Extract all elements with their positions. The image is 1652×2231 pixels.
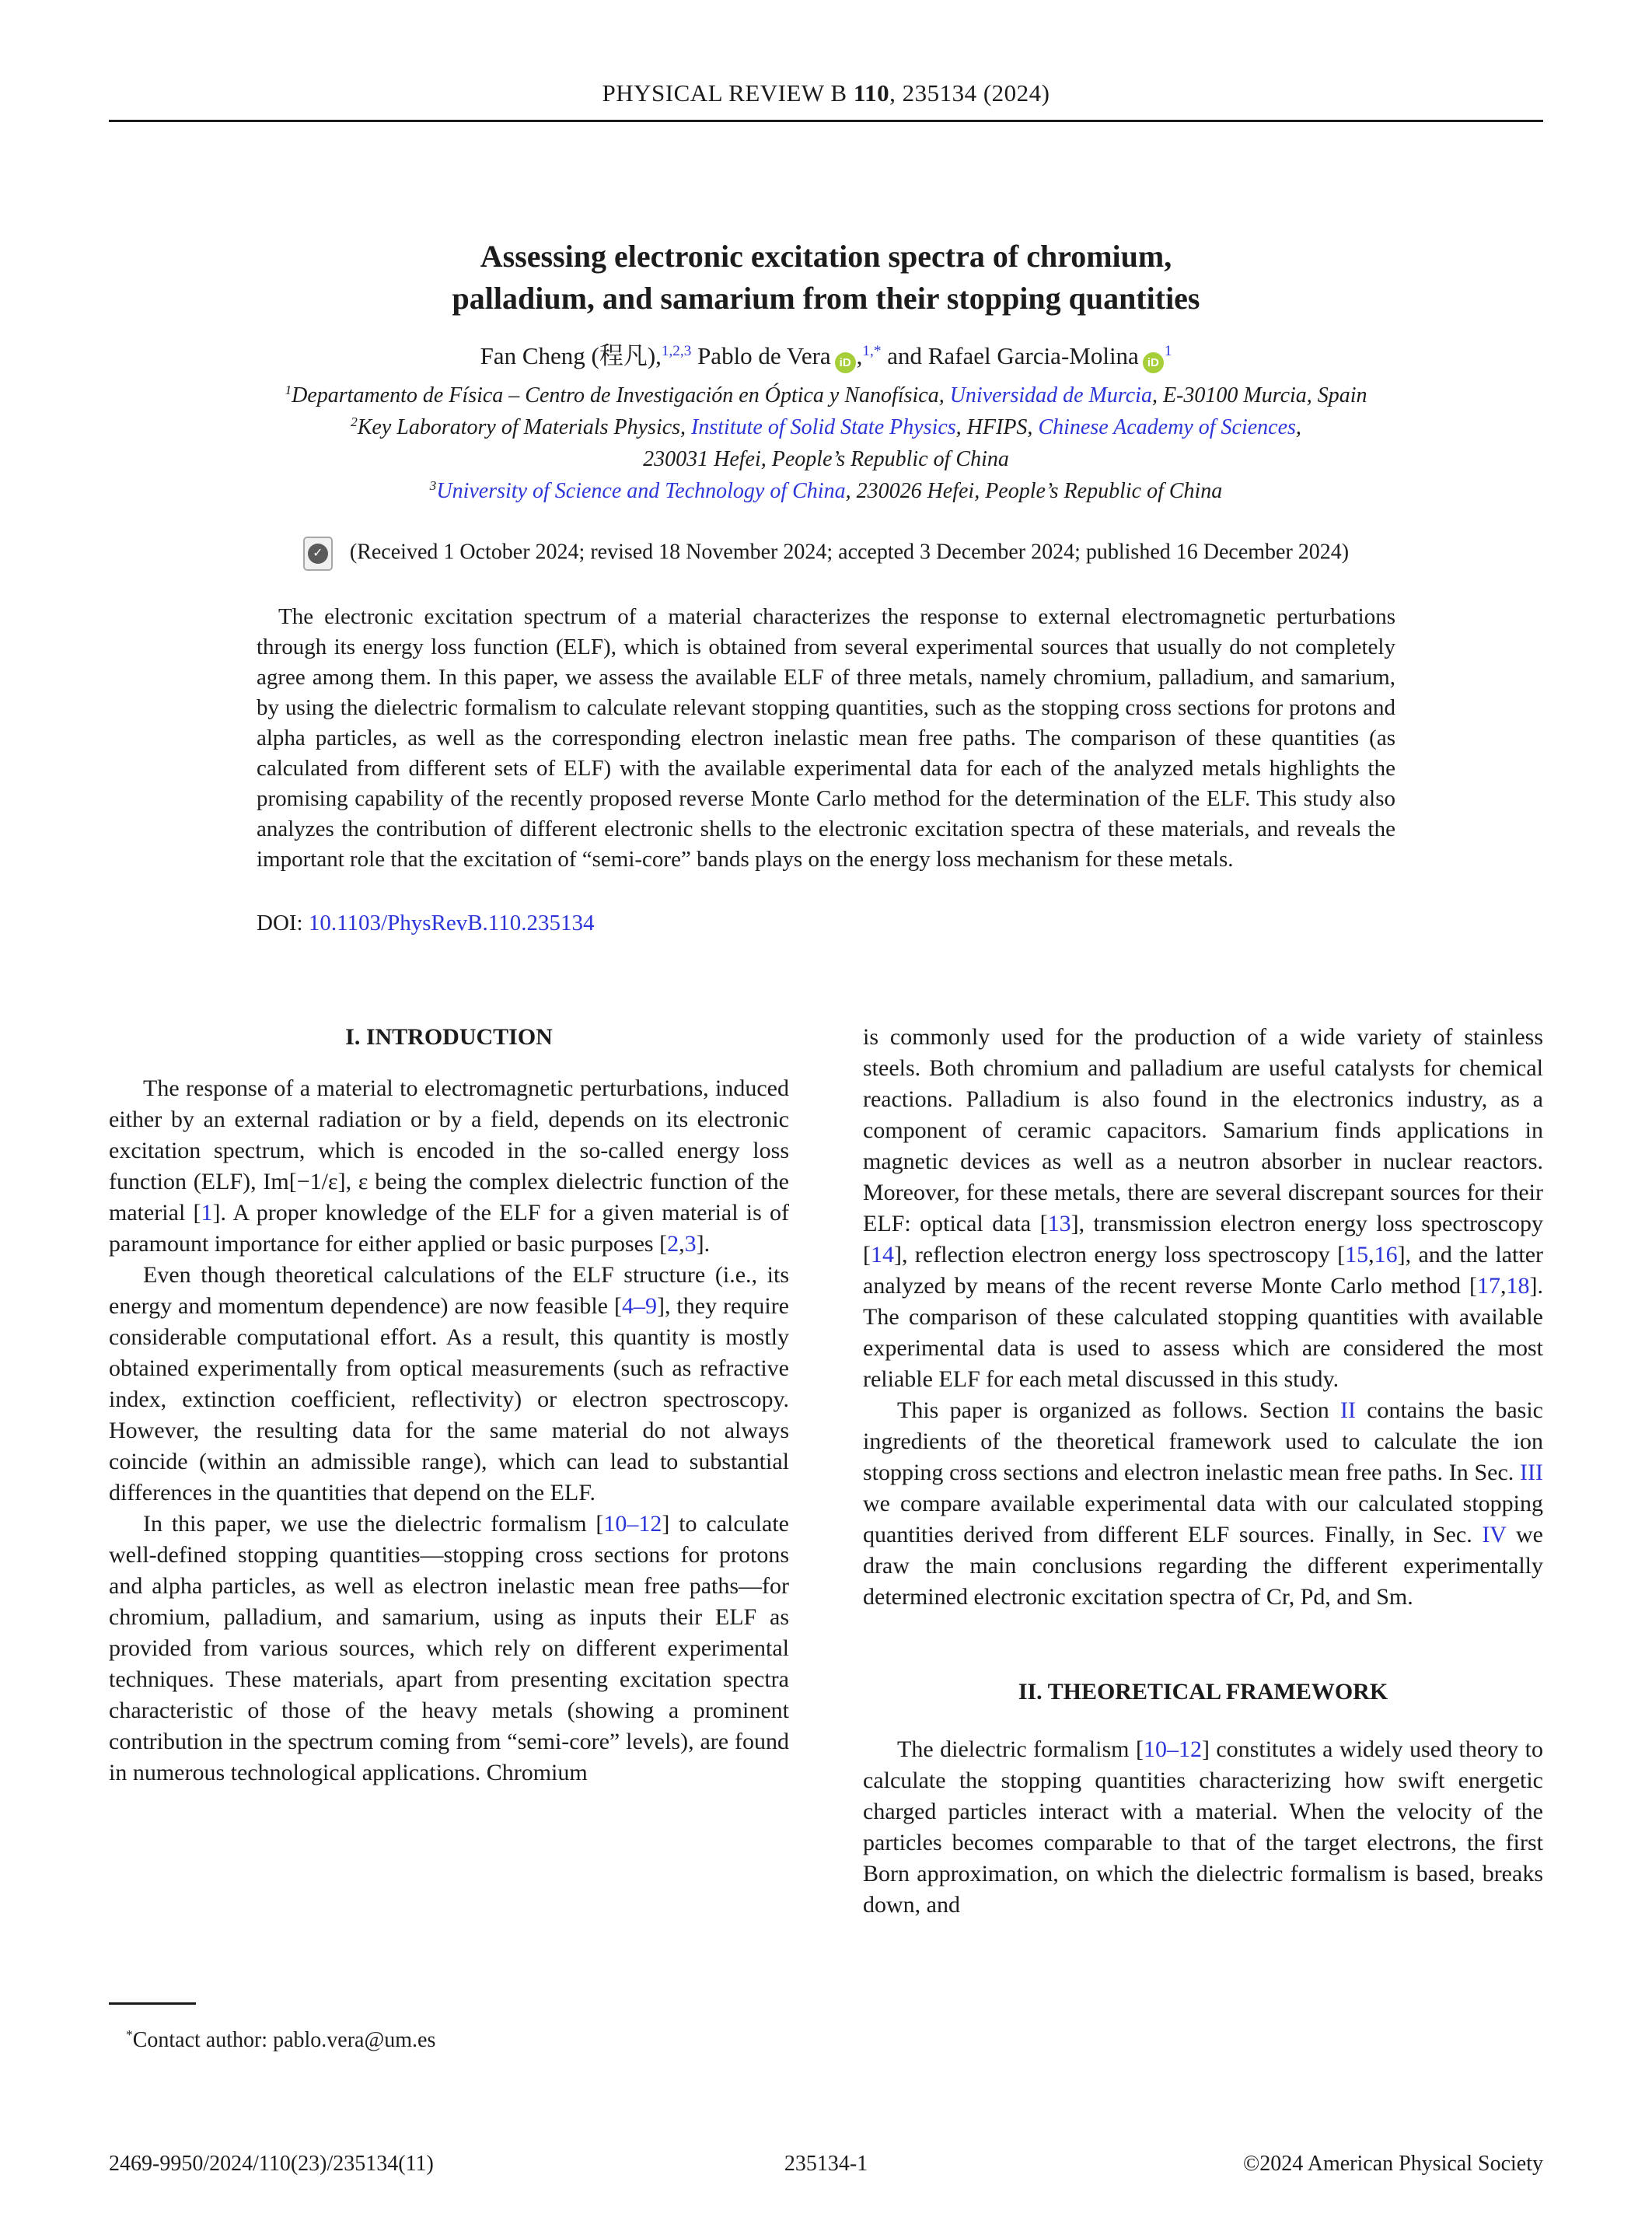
text-segment: The dielectric formalism [ xyxy=(897,1736,1144,1762)
text-segment: , xyxy=(1500,1273,1507,1299)
text-segment: , xyxy=(856,342,863,369)
ref-link[interactable]: 10–12 xyxy=(1143,1736,1202,1762)
ref-link[interactable]: 2 xyxy=(667,1231,679,1257)
text-segment: ], transmission electron energy loss spectroscopy [ xyxy=(863,1211,1543,1268)
ref-link[interactable]: 1 xyxy=(1164,343,1172,360)
text-segment: ]. A proper knowledge of the ELF for a given material is of paramount importance for either applied or basic purposes [ xyxy=(109,1200,789,1257)
ref-link[interactable]: 4–9 xyxy=(621,1293,657,1319)
footer-page-number: 235134-1 xyxy=(784,2152,868,2176)
text-segment: PHYSICAL REVIEW B xyxy=(602,79,854,107)
intro-paragraph-4 xyxy=(863,1022,1543,1395)
framework-paragraph-1 xyxy=(863,1734,1543,1921)
orcid-icon[interactable]: iD xyxy=(835,352,856,373)
text-segment: , xyxy=(1368,1242,1374,1268)
text-segment: , HFIPS, xyxy=(955,415,1039,439)
ref-link[interactable]: Universidad de Murcia xyxy=(949,383,1152,407)
ref-link[interactable]: 1 xyxy=(201,1200,213,1226)
footer-copyright: ©2024 American Physical Society xyxy=(1243,2152,1543,2176)
intro-paragraph-1 xyxy=(109,1073,789,1260)
doi-line xyxy=(257,911,1395,936)
ref-link[interactable]: University of Science and Technology of China xyxy=(436,479,846,503)
text-segment: 110 xyxy=(853,79,890,107)
ref-link[interactable]: 16 xyxy=(1374,1242,1398,1268)
text-segment: , E-30100 Murcia, Spain xyxy=(1151,383,1367,407)
text-segment: , xyxy=(679,1231,685,1257)
text-segment: Pablo de Vera xyxy=(691,342,831,369)
ref-link[interactable]: III xyxy=(1520,1460,1543,1485)
text-segment: Key Laboratory of Materials Physics, xyxy=(357,415,692,439)
section-heading-introduction: I. INTRODUCTION xyxy=(345,1024,553,1050)
ref-link[interactable]: II xyxy=(1339,1397,1356,1423)
text-segment: and Rafael Garcia-Molina xyxy=(881,342,1139,369)
text-segment: * xyxy=(126,2027,133,2043)
ref-link[interactable]: 1,2,3 xyxy=(661,343,692,360)
text-segment: , 230026 Hefei, People’s Republic of China xyxy=(845,479,1223,503)
ref-link[interactable]: IV xyxy=(1482,1522,1507,1547)
text-segment: ] to calculate well-defined stopping quantities—stopping cross sections for protons and alpha particles, as well as electron inelastic mean free paths—for chromium, palladium, and samarium, using as inputs their ELF as provided from various sources, which rely on different experimental techniques. These materials, apart from presenting excitation spectra characteristic of those of the heavy metals (showing a prominent contribution in the spectrum coming from “semi-core” levels), are found in numerous technological applications. Chromium xyxy=(109,1511,789,1785)
contact-author-footnote xyxy=(109,2026,789,2054)
ref-link[interactable]: Chinese Academy of Sciences xyxy=(1038,415,1296,439)
abstract-text: The electronic excitation spectrum of a material characterizes the response to external electromagnetic perturbations through its energy loss function (ELF), which is obtained from several experimental sources that usually do not completely agree among them. In this paper, we assess the available ELF of three metals, namely chromium, palladium, and samarium, by using the dielectric formalism to calculate relevant stopping quantities, such as the stopping cross sections for protons and alpha particles, as well as the corresponding electron inelastic mean free paths. The comparison of these quantities (as calculated from different sets of ELF) with the available experimental data for each of the analyzed metals highlights the promising capability of the recently proposed reverse Monte Carlo method for the determination of the ELF. This study also analyzes the contribution of different electronic shells to the electronic excitation spectra of these materials, and reveals the important role that the excitation of “semi-core” bands plays on the energy loss mechanism for these metals. xyxy=(257,604,1395,872)
ref-link[interactable]: 17 xyxy=(1477,1273,1500,1299)
text-segment: Fan Cheng (程凡), xyxy=(480,342,662,369)
ref-link[interactable]: 3 xyxy=(684,1231,697,1257)
two-column-body xyxy=(109,1022,1543,2054)
left-column-spacer xyxy=(109,1789,789,1987)
text-segment: Departamento de Física – Centro de Investigación en Óptica y Nanofísica, xyxy=(292,383,950,407)
text-segment: 2 xyxy=(351,414,358,430)
received-text: (Received 1 October 2024; revised 18 November 2024; accepted 3 December 2024; published 16 December 2024) xyxy=(349,540,1350,565)
footnote-block xyxy=(109,2002,789,2054)
paper-title-line-1: Assessing electronic excitation spectra of chromium, xyxy=(480,239,1172,274)
text-segment: Contact author: pablo.vera@um.es xyxy=(132,2028,436,2052)
intro-paragraph-2 xyxy=(109,1260,789,1509)
footer-issn-code: 2469-9950/2024/110(23)/235134(11) xyxy=(109,2152,434,2176)
intro-paragraph-5 xyxy=(863,1395,1543,1613)
crossmark-check-glyph: ✓ xyxy=(308,544,328,564)
text-segment: In this paper, we use the dielectric formalism [ xyxy=(143,1511,604,1537)
ref-link[interactable]: 10.1103/PhysRevB.110.235134 xyxy=(308,911,595,935)
received-line xyxy=(109,537,1543,571)
affiliations-block xyxy=(109,379,1543,507)
text-segment: Even though theoretical calculations of the ELF structure (i.e., its energy and momentum dependence) are now feasible [ xyxy=(109,1262,789,1319)
text-segment: 230031 Hefei, People’s Republic of China xyxy=(643,447,1009,471)
affiliation-line-2 xyxy=(109,411,1543,443)
footnote-rule xyxy=(109,2002,196,2005)
text-segment: ]. xyxy=(696,1231,711,1257)
ref-link[interactable]: 1,* xyxy=(862,343,882,360)
header-rule xyxy=(109,120,1543,122)
text-segment: , xyxy=(1295,415,1301,439)
ref-link[interactable]: 18 xyxy=(1506,1273,1530,1299)
ref-link[interactable]: 10–12 xyxy=(603,1511,662,1537)
affiliation-line-3 xyxy=(109,443,1543,475)
ref-link[interactable]: Institute of Solid State Physics xyxy=(691,415,956,439)
text-segment: 1 xyxy=(285,383,292,398)
affiliation-line-4 xyxy=(109,475,1543,507)
ref-link[interactable]: 14 xyxy=(871,1242,894,1268)
right-column xyxy=(863,1022,1543,2054)
text-segment: contains the basic ingredients of the theoretical framework used to calculate the ion stopping cross sections and electron inelastic mean free paths. In Sec. xyxy=(863,1397,1543,1485)
paper-title xyxy=(109,236,1543,320)
text-segment: ], reflection electron energy loss spectroscopy [ xyxy=(894,1242,1346,1268)
paper-title-line-2: palladium, and samarium from their stopping quantities xyxy=(452,281,1200,316)
page-footer xyxy=(109,2152,1543,2177)
journal-header xyxy=(109,79,1543,107)
text-segment: ], and the latter analyzed by means of the recent reverse Monte Carlo method [ xyxy=(863,1242,1543,1299)
text-segment: The response of a material to electromagnetic perturbations, induced either by an external radiation or by a field, depends on its electronic excitation spectrum, which is encoded in the so-called energy loss function (ELF), Im[−1/ε], ε being the complex dielectric function of the material [ xyxy=(109,1075,789,1226)
ref-link[interactable]: 13 xyxy=(1047,1211,1071,1236)
text-segment: ], they require considerable computational effort. As a result, this quantity is mostly obtained experimentally from optical measurements (such as refractive index, extinction coefficient, reflectivity) or electron spectroscopy. However, the resulting data for the same material do not always coincide (within an admissible range), which can lead to substantial differences in the quantities that depend on the ELF. xyxy=(109,1293,789,1505)
authors-line xyxy=(109,340,1543,373)
text-segment: we compare available experimental data with our calculated stopping quantities derived from different ELF sources. Finally, in Sec. xyxy=(863,1491,1543,1547)
crossmark-icon[interactable] xyxy=(303,537,333,571)
text-segment: This paper is organized as follows. Section xyxy=(897,1397,1340,1423)
text-segment: , 235134 (2024) xyxy=(889,79,1050,107)
abstract-block xyxy=(257,602,1395,875)
text-segment: is commonly used for the production of a wide variety of stainless steels. Both chromium and palladium are useful catalysts for chemical reactions. Palladium is also found in the electronics industry, as a component of ceramic capacitors. Samarium finds applications in magnetic devices as well as a neutron absorber in nuclear reactors. Moreover, for these metals, there are several discrepant sources for their ELF: optical data [ xyxy=(863,1024,1543,1236)
section-heading-theoretical-framework: II. THEORETICAL FRAMEWORK xyxy=(1018,1679,1388,1705)
left-column xyxy=(109,1022,789,2054)
text-segment: ] constitutes a widely used theory to calculate the stopping quantities characterizing how swift energetic charged particles interact with a material. When the velocity of the particles becomes comparable to that of the target electrons, the first Born approximation, on which the dielectric formalism is based, breaks down, and xyxy=(863,1736,1543,1918)
text-segment: we draw the main conclusions regarding the different experimentally determined electronic excitation spectra of Cr, Pd, and Sm. xyxy=(863,1522,1543,1610)
orcid-icon[interactable]: iD xyxy=(1143,352,1164,373)
intro-paragraph-3 xyxy=(109,1509,789,1789)
ref-link[interactable]: 15 xyxy=(1345,1242,1369,1268)
text-segment: 3 xyxy=(429,478,437,494)
text-segment: DOI: xyxy=(257,911,309,935)
text-segment: ]. The comparison of these calculated stopping quantities with available experimental data is used to assess which are considered the most reliable ELF for each metal discussed in this study. xyxy=(863,1273,1543,1392)
affiliation-line-1 xyxy=(109,379,1543,411)
